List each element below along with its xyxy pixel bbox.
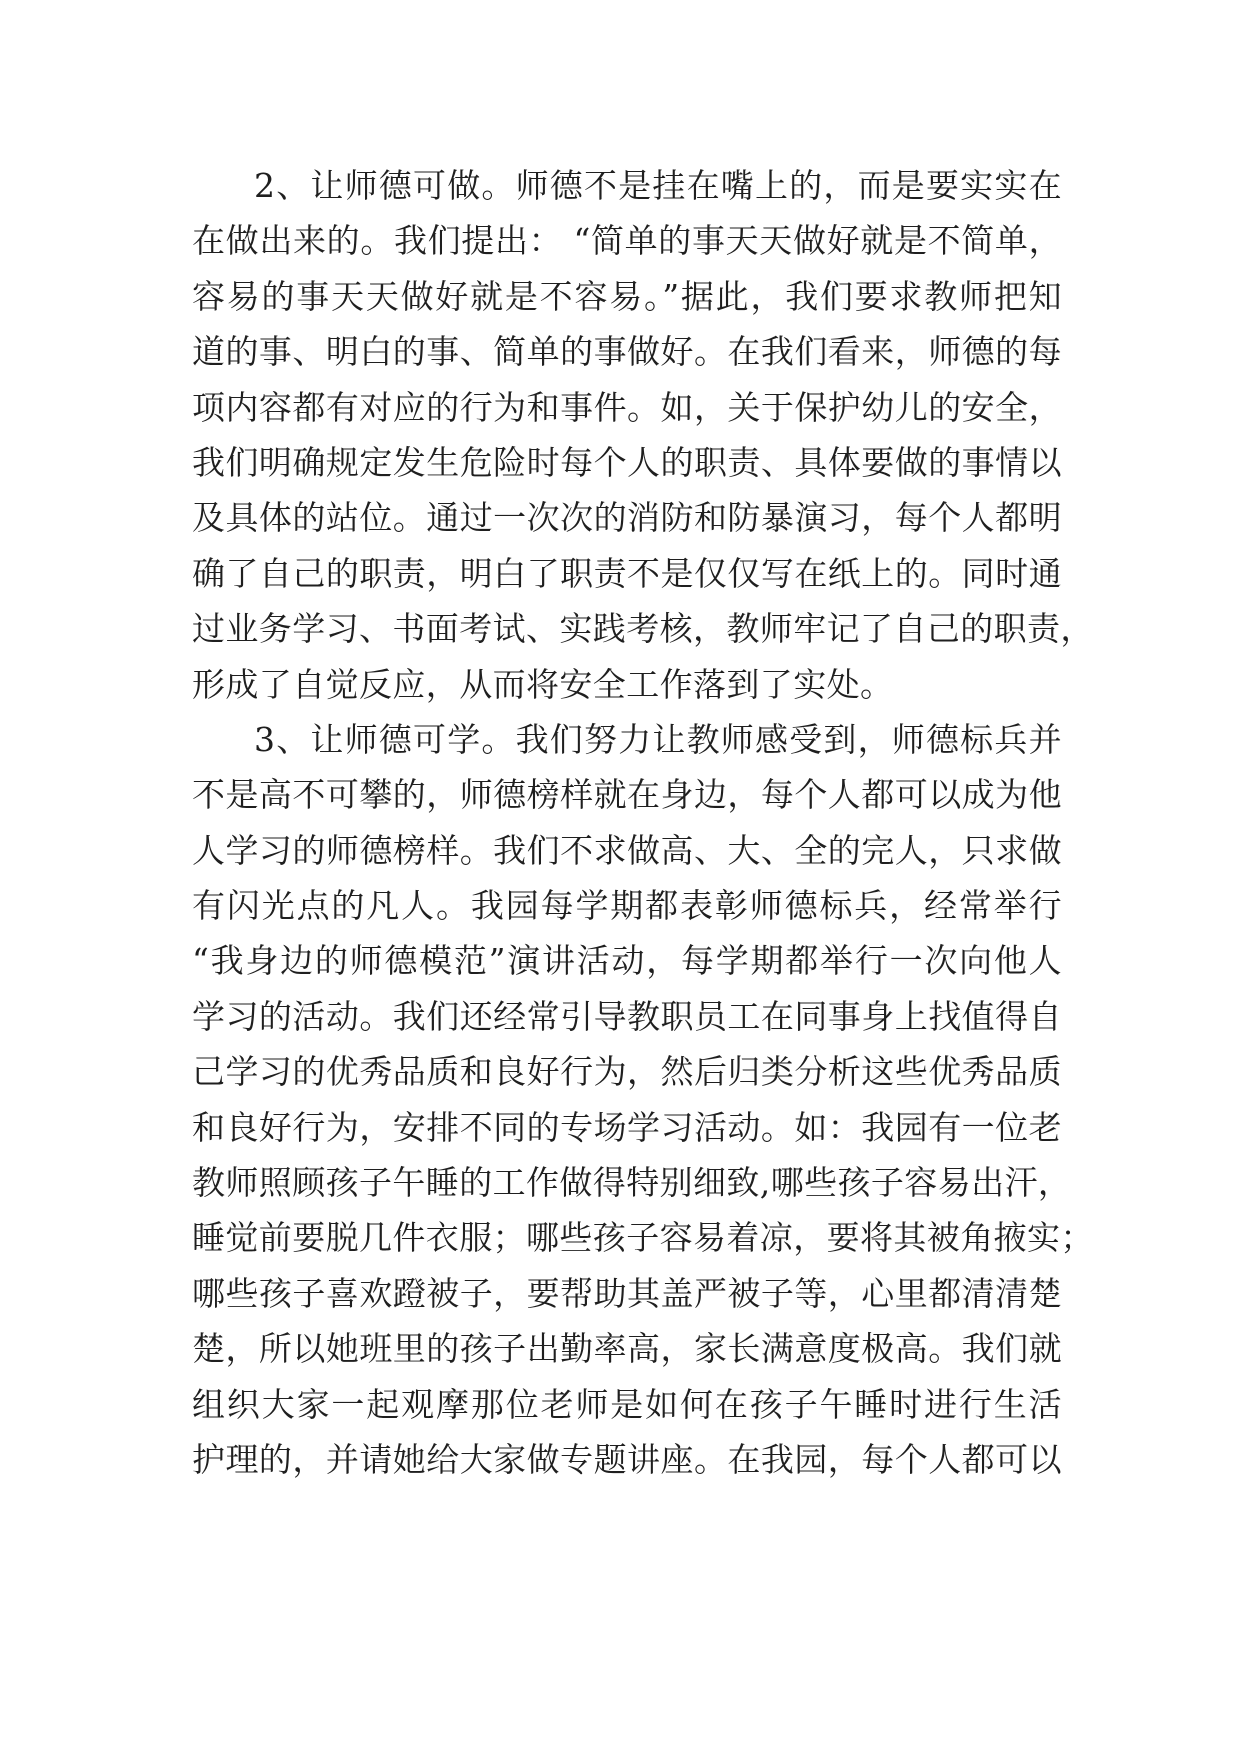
paragraph-line: 项内容都有对应的行为和事件。如，关于保护幼儿的安全，	[192, 387, 1062, 427]
paragraph-line: 楚，所以她班里的孩子出勤率高，家长满意度极高。我们就	[192, 1329, 1062, 1369]
paragraph-line: 容易的事天天做好就是不容易。”据此，我们要求教师把知	[192, 276, 1062, 316]
paragraph-line: 过业务学习、书面考试、实践考核，教师牢记了自己的职责，	[192, 609, 1094, 649]
paragraph-line: 睡觉前要脱几件衣服；哪些孩子容易着凉，要将其被角掖实；	[192, 1218, 1094, 1258]
paragraph-line: “我身边的师德模范”演讲活动，每学期都举行一次向他人	[192, 941, 1062, 981]
paragraph-line: 及具体的站位。通过一次次的消防和防暴演习，每个人都明	[192, 498, 1062, 538]
paragraph-line: 和良好行为，安排不同的专场学习活动。如：我园有一位老	[192, 1107, 1062, 1147]
paragraph-line: 人学习的师德榜样。我们不求做高、大、全的完人，只求做	[192, 830, 1062, 870]
paragraph-line: 组织大家一起观摩那位老师是如何在孩子午睡时进行生活	[192, 1384, 1062, 1424]
paragraph-line: 有闪光点的凡人。我园每学期都表彰师德标兵，经常举行	[192, 886, 1062, 926]
paragraph-line: 哪些孩子喜欢蹬被子，要帮助其盖严被子等，心里都清清楚	[192, 1273, 1062, 1313]
paragraph-line: 不是高不可攀的，师德榜样就在身边，每个人都可以成为他	[192, 775, 1062, 815]
paragraph-line: 教师照顾孩子午睡的工作做得特别细致,哪些孩子容易出汗，	[192, 1163, 1072, 1203]
paragraph-line: 护理的，并请她给大家做专题讲座。在我园，每个人都可以	[192, 1439, 1062, 1479]
paragraph-item-3	[192, 712, 1094, 1487]
paragraph-item-2	[192, 158, 1094, 712]
paragraph-line: 己学习的优秀品质和良好行为，然后归类分析这些优秀品质	[192, 1052, 1062, 1092]
paragraph-line: 确了自己的职责，明白了职责不是仅仅写在纸上的。同时通	[192, 553, 1062, 593]
paragraph-line: 形成了自觉反应，从而将安全工作落到了实处。	[192, 664, 894, 704]
paragraph-line: 道的事、明白的事、简单的事做好。在我们看来，师德的每	[192, 332, 1062, 372]
paragraph-line: 我们明确规定发生危险时每个人的职责、具体要做的事情以	[192, 442, 1062, 482]
paragraph-line: 在做出来的。我们提出： “简单的事天天做好就是不简单，	[192, 221, 1062, 261]
paragraph-line: 2、让师德可做。师德不是挂在嘴上的，而是要实实在	[254, 166, 1062, 205]
document-body	[192, 158, 1094, 1487]
paragraph-line: 3、让师德可学。我们努力让教师感受到，师德标兵并	[254, 719, 1062, 759]
paragraph-line: 学习的活动。我们还经常引导教职员工在同事身上找值得自	[192, 996, 1062, 1036]
